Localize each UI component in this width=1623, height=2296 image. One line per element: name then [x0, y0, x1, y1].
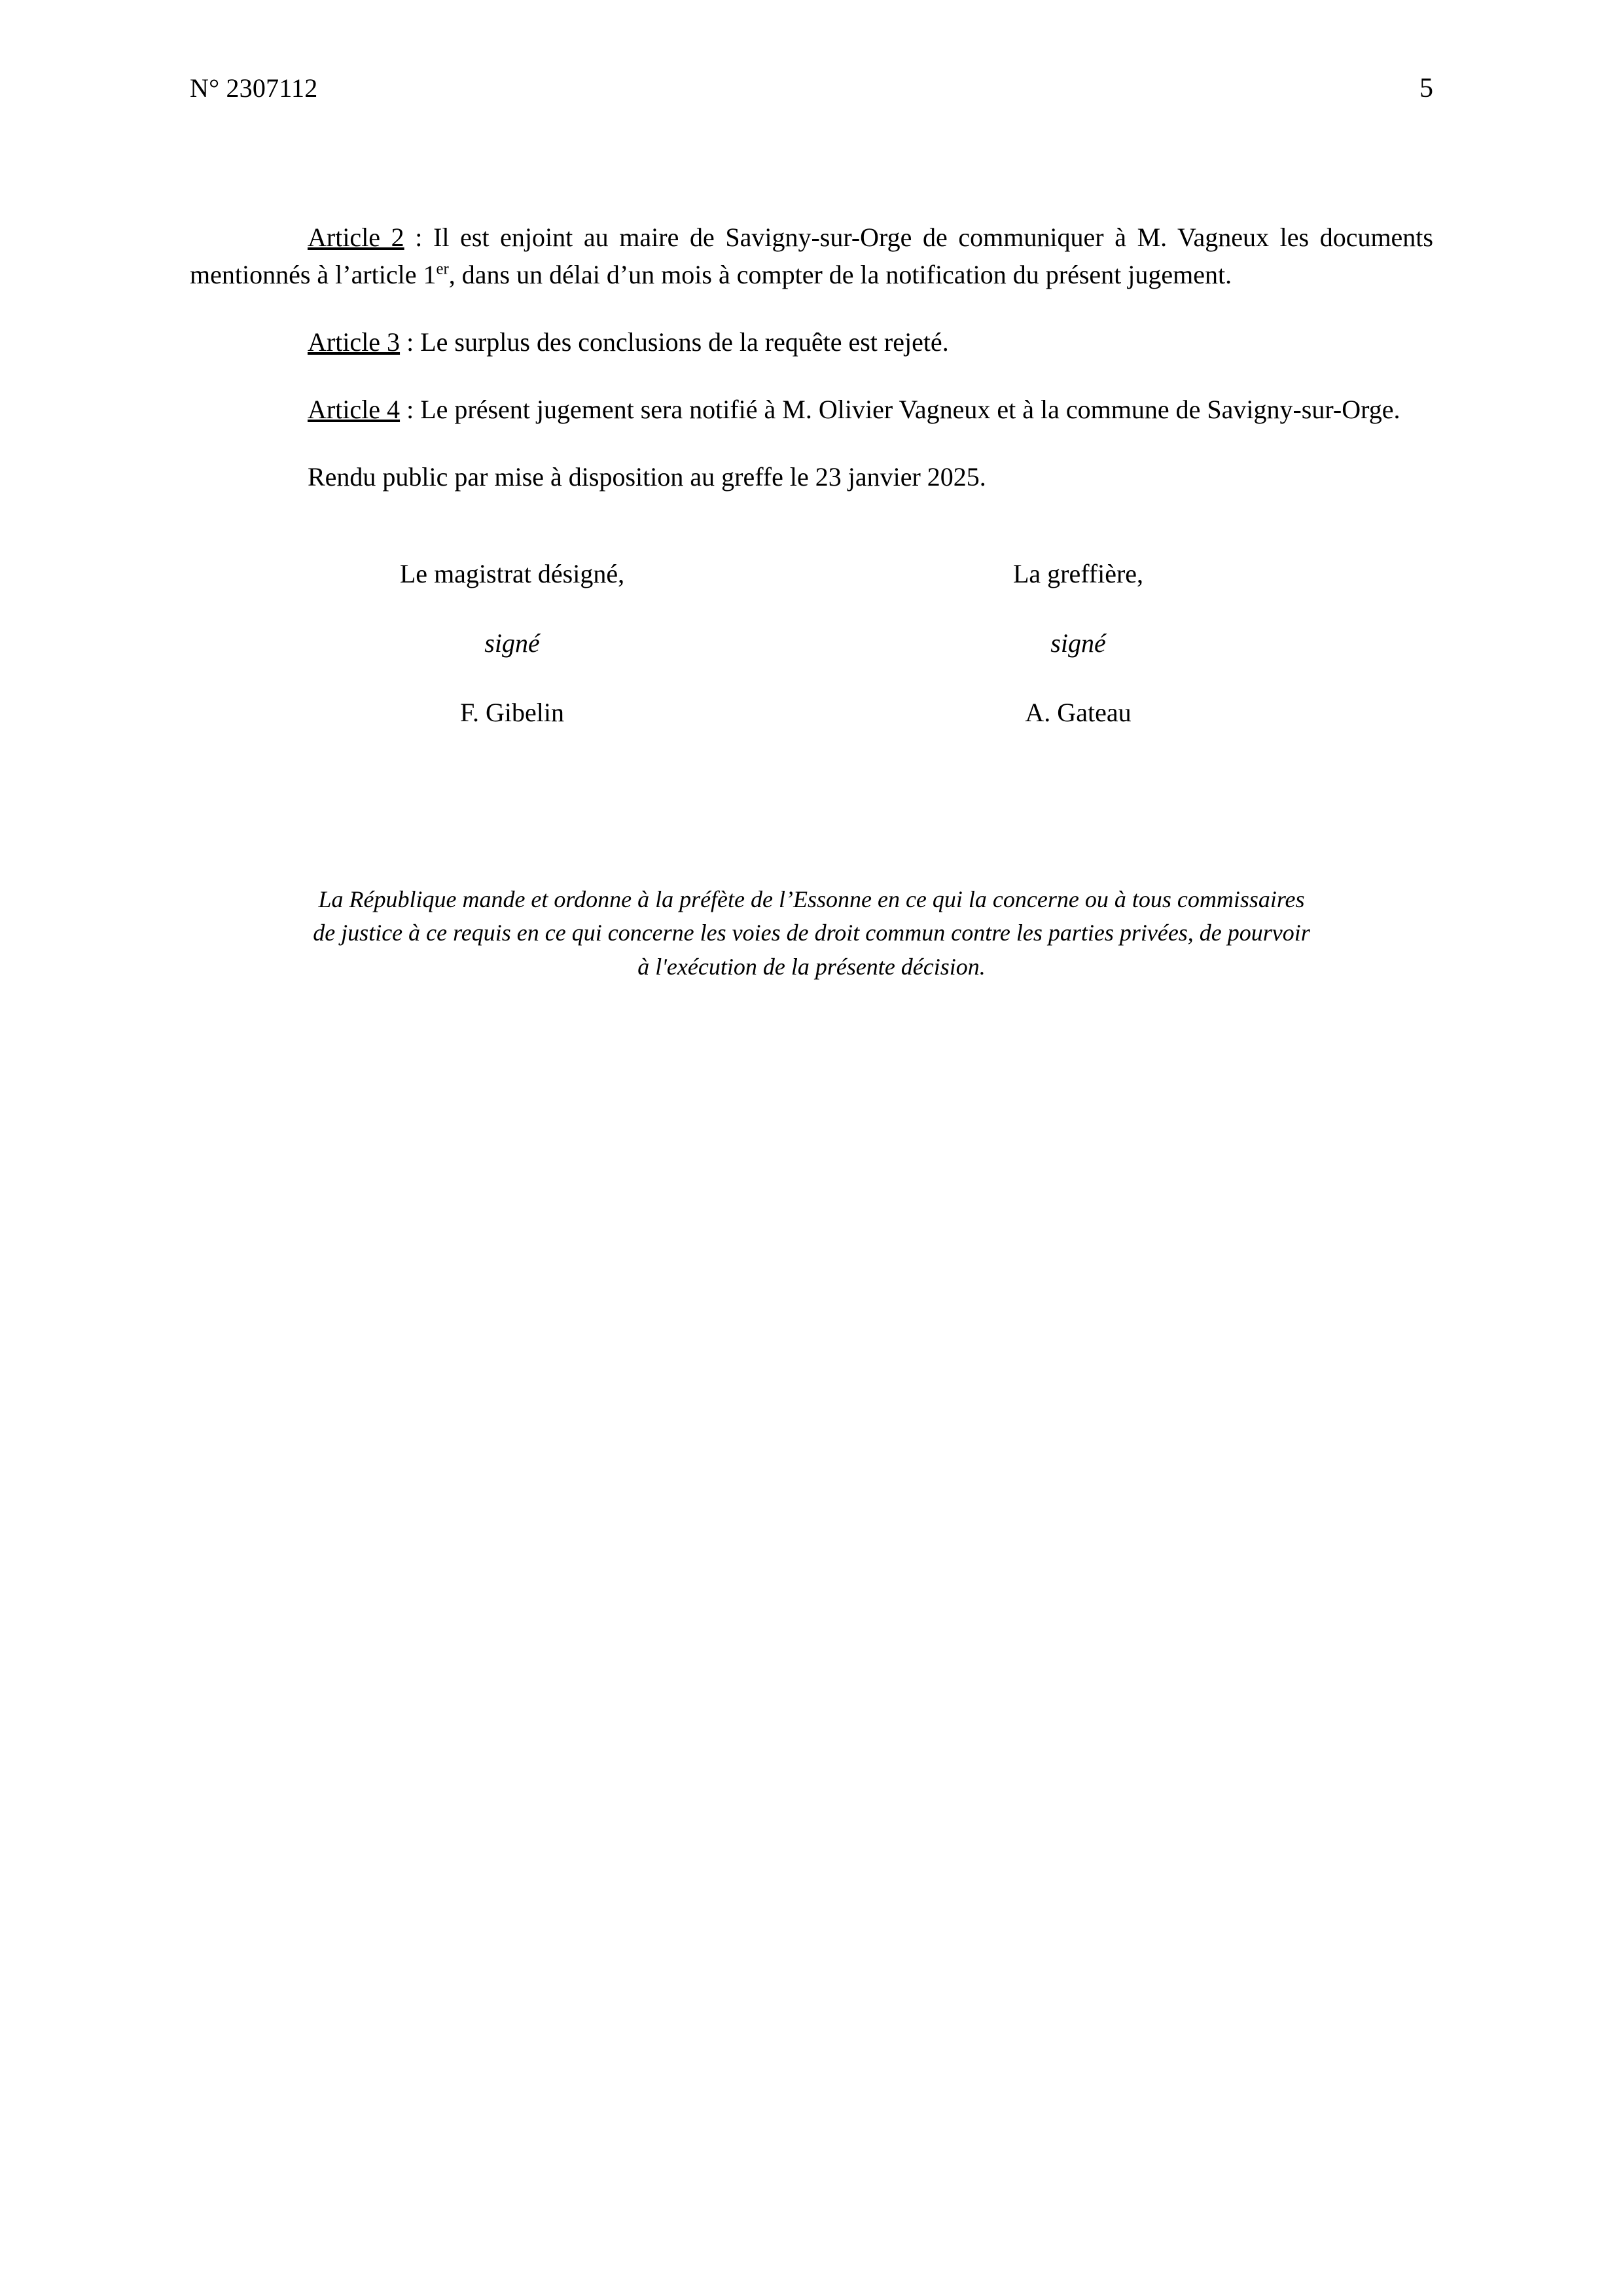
article-3-text: Le surplus des conclusions de la requête est rejeté. — [420, 327, 949, 357]
signature-roles-row — [190, 556, 1433, 592]
signature-names-row — [190, 694, 1433, 731]
article-2-separator: : — [404, 223, 434, 253]
articles-block — [190, 219, 1433, 495]
article-4-text: Le présent jugement sera notifié à M. Olivier Vagneux et à la commune de Savigny-sur-Orge. — [420, 394, 1400, 424]
execution-mention-line-2: de justice à ce requis en ce qui concerne les voies de droit commun contre les parties privées, de pourvoir — [313, 920, 1310, 946]
magistrate-name: F. Gibelin — [459, 698, 565, 728]
magistrate-role: Le magistrat désigné, — [399, 559, 625, 589]
page-number: 5 — [1419, 73, 1433, 103]
clerk-role: La greffière, — [1012, 559, 1144, 589]
page-header — [190, 72, 1433, 105]
article-3-separator: : — [400, 327, 421, 357]
execution-mention-line-1: La République mande et ordonne à la préfète de l’Essonne en ce qui la concerne ou à tous commissaires — [318, 886, 1305, 913]
article-4-label: Article 4 — [308, 394, 401, 424]
article-2-text-after: , dans un délai d’un mois à compter de la notification du présent jugement. — [448, 260, 1232, 290]
publication-statement: Rendu public par mise à disposition au greffe le 23 janvier 2025. — [308, 461, 986, 492]
article-2-paragraph — [190, 219, 1433, 294]
case-number: N° 2307112 — [190, 73, 318, 103]
article-4-paragraph — [190, 391, 1433, 429]
article-4-separator: : — [400, 394, 421, 424]
execution-mention-line-3: à l'exécution de la présente décision. — [637, 953, 986, 980]
article-3-label: Article 3 — [308, 327, 401, 357]
article-2-label: Article 2 — [308, 223, 404, 253]
article-2-text-before: Il est enjoint au maire de Savigny-sur-Orge de communiquer à M. Vagneux les documents mentionnés à l’article 1 — [190, 223, 1433, 290]
article-3-paragraph — [190, 324, 1433, 361]
signature-signed-row — [190, 625, 1433, 662]
signature-block — [190, 556, 1433, 731]
clerk-name: A. Gateau — [1025, 698, 1132, 728]
page-content — [190, 72, 1433, 984]
article-2-superscript: er — [436, 260, 449, 278]
execution-mention — [190, 883, 1433, 983]
magistrate-signed: signé — [484, 628, 540, 658]
clerk-signed: signé — [1050, 628, 1106, 658]
